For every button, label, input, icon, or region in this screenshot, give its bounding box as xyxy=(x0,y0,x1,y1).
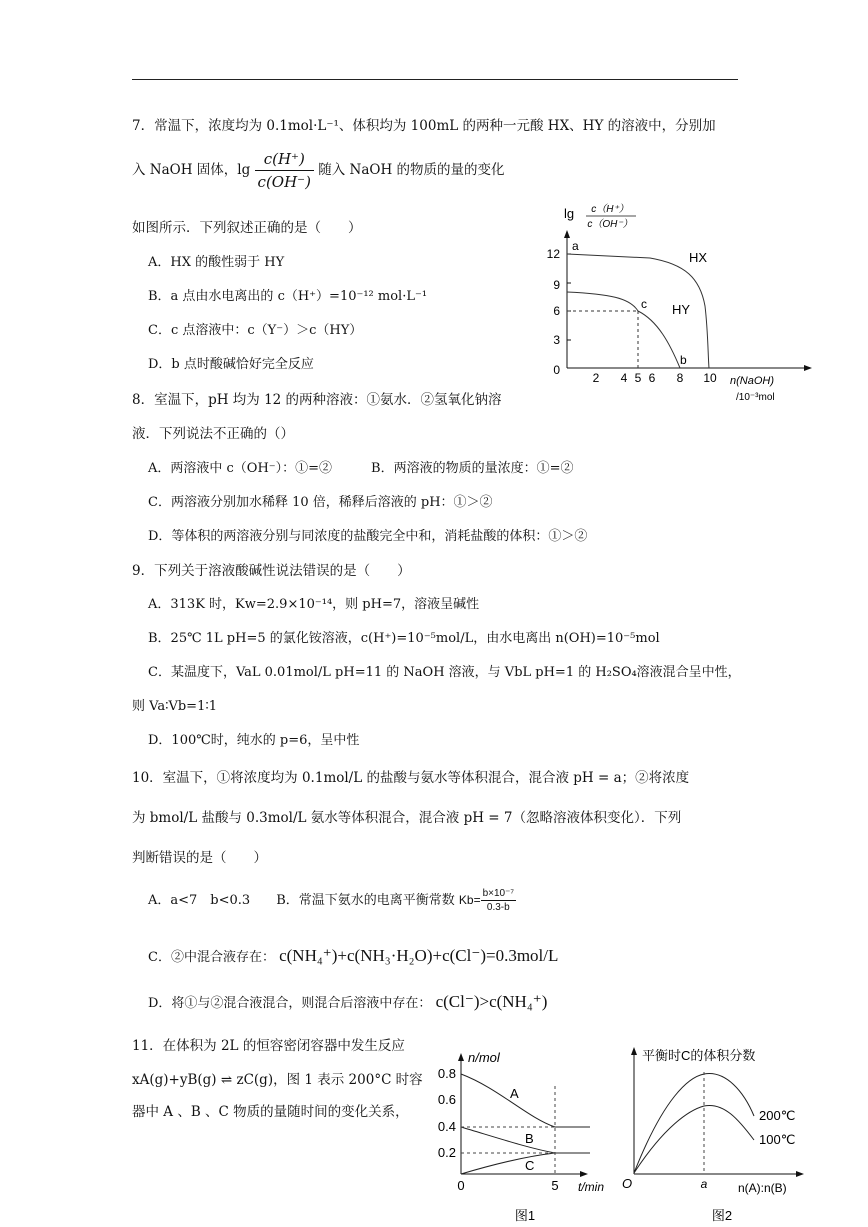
q9-line1: 9．下列关于溶液酸碱性说法错误的是（ ） xyxy=(132,563,411,579)
q11-line3: 器中 A 、B 、C 物质的量随时间的变化关系， xyxy=(132,1104,409,1120)
q9-option-c-cont: 则 Va∶Vb=1∶1 xyxy=(132,699,217,714)
fig1-xtick-0: 0 xyxy=(457,1178,465,1193)
q10-option-d xyxy=(148,992,547,1012)
q7-graph xyxy=(530,196,830,410)
q7-ytick-6: 6 xyxy=(553,304,560,318)
q7-xtick-6: 6 xyxy=(648,371,656,385)
q7-ytick-12: 12 xyxy=(546,247,560,261)
figure-2 xyxy=(614,1042,814,1227)
q7-xtick-10: 10 xyxy=(703,371,717,385)
q9-option-d: D．100℃时，纯水的 p=6，呈中性 xyxy=(148,733,360,748)
q9-option-b: B．25℃ 1L pH=5 的氯化铵溶液，c(H⁺)=10⁻⁵mol/L，由水电离出 n(OH)=10⁻⁵mol xyxy=(148,631,660,646)
q7-line2-pre: 入 NaOH 固体，lg xyxy=(132,162,251,178)
q8-option-c: C．两溶液分别加水稀释 10 倍，稀释后溶液的 pH：①＞② xyxy=(148,495,493,510)
q10-line2: 为 bmol/L 盐酸与 0.3mol/L 氨水等体积混合，混合液 pH = 7（忽略溶液体积变化）．下列 xyxy=(132,810,682,826)
q7-xtick-8: 8 xyxy=(676,371,684,385)
q10-option-c-text: C．②中混合液存在： xyxy=(148,950,275,965)
q8-option-d: D．等体积的两溶液分别与同浓度的盐酸完全中和，消耗盐酸的体积：①＞② xyxy=(148,529,588,544)
q7-line2-post: 随入 NaOH 的物质的量的变化 xyxy=(318,162,505,178)
q7-fraction xyxy=(255,150,314,191)
header-rule xyxy=(132,79,738,80)
fig1-ytick-06: 0.6 xyxy=(437,1092,456,1107)
q7-option-a: A．HX 的酸性弱于 HY xyxy=(148,255,285,270)
svg-text:c（H⁺）: c（H⁺） xyxy=(591,204,629,215)
q7-frac-den: c(OH⁻) xyxy=(257,173,311,191)
q7-option-c: C．c 点溶液中：c（Y⁻）＞c（HY） xyxy=(148,323,363,338)
fig1-xtick-5: 5 xyxy=(551,1178,559,1193)
q8-line2: 液．下列说法不正确的（） xyxy=(132,426,294,442)
q8-line1: 8．室温下，pH 均为 12 的两种溶液：①氨水．②氢氧化钠溶 xyxy=(132,392,502,408)
q10-line1: 10．室温下，①将浓度均为 0.1mol/L 的盐酸与氨水等体积混合，混合液 pH = a；②将浓度 xyxy=(132,770,690,786)
fig1-ylabel: n/mol xyxy=(468,1050,500,1065)
q10-option-ab-text: A．a<7 b<0.3 B．常温下氨水的电离平衡常数 xyxy=(148,893,455,908)
q10-option-c-math: c(NH₄⁺)+c(NH₃·H₂O)+c(Cl⁻)=0.3mol/L xyxy=(279,946,559,965)
q7-label-hx: HX xyxy=(689,250,708,265)
q7-point-c: c xyxy=(641,297,647,311)
q7-xlabel-1: n(NaOH) xyxy=(730,375,775,387)
q10-option-d-text: D．将①与②混合液混合，则混合后溶液中存在： xyxy=(148,996,432,1011)
fig1-label-a: A xyxy=(510,1086,519,1101)
fig1-curve-c xyxy=(461,1153,555,1174)
q8-option-ab: A．两溶液中 c（OH⁻）：①=② B．两溶液的物质的量浓度：①=② xyxy=(148,461,574,476)
fig1-ytick-04: 0.4 xyxy=(437,1119,456,1134)
q7-point-a: a xyxy=(572,239,579,253)
q7-option-d: D．b 点时酸碱恰好完全反应 xyxy=(148,357,314,372)
q9-option-a: A．313K 时，Kw=2.9×10⁻¹⁴，则 pH=7，溶液呈碱性 xyxy=(148,597,480,612)
q7-line3: 如图所示．下列叙述正确的是（ ） xyxy=(132,220,362,236)
q10-option-ab xyxy=(148,888,516,913)
q7-curve-hy xyxy=(567,292,680,368)
q11-line1: 11．在体积为 2L 的恒容密闭容器中发生反应 xyxy=(132,1038,405,1054)
q7-ytick-3: 3 xyxy=(553,333,560,347)
q7-ytick-9: 9 xyxy=(553,278,560,292)
fig2-xtick-a: a xyxy=(700,1177,708,1191)
q7-point-b: b xyxy=(680,353,687,367)
fig1-ytick-08: 0.8 xyxy=(437,1066,456,1081)
q10-kb-fraction xyxy=(481,888,516,913)
fig2-origin: O xyxy=(622,1176,633,1191)
fig2-caption: 图2 xyxy=(711,1208,733,1223)
q10-kb-label: Kb= xyxy=(458,893,481,907)
q10-option-c xyxy=(148,946,558,966)
fig1-label-c: C xyxy=(525,1158,535,1173)
q10-option-d-math: c(Cl⁻)>c(NH₄⁺) xyxy=(435,992,548,1011)
fig1-label-b: B xyxy=(525,1131,534,1146)
q9-option-c: C．某温度下，VaL 0.01mol/L pH=11 的 NaOH 溶液，与 VbL pH=1 的 H₂SO₄溶液混合呈中性， xyxy=(148,665,741,680)
q7-xlabel-2: /10⁻³mol xyxy=(736,392,775,403)
q7-line2 xyxy=(132,150,505,191)
q7-option-b: B．a 点由水电离出的 c（H⁺）=10⁻¹² mol·L⁻¹ xyxy=(148,289,428,304)
q10-kb-den: 0.3-b xyxy=(486,902,510,913)
fig1-curve-a xyxy=(461,1074,590,1127)
q7-xtick-5: 5 xyxy=(634,371,642,385)
q7-xtick-4: 4 xyxy=(620,371,628,385)
q7-frac-num: c(H⁺) xyxy=(255,150,314,171)
q7-xtick-2: 2 xyxy=(592,371,600,385)
fig2-curve-100c xyxy=(634,1105,754,1173)
q7-ylabel xyxy=(564,203,636,230)
fig1-caption: 图1 xyxy=(514,1208,536,1223)
q7-label-hy: HY xyxy=(672,302,691,317)
q10-kb-num: b×10⁻⁷ xyxy=(482,888,514,899)
fig2-label-200c: 200℃ xyxy=(759,1108,796,1123)
fig1-xlabel: t/min xyxy=(578,1180,605,1194)
q11-line2: xA(g)+yB(g) ⇌ zC(g)，图 1 表示 200°C 时容 xyxy=(132,1072,423,1088)
fig2-curve-200c xyxy=(634,1074,754,1173)
q7-ytick-0: 0 xyxy=(553,363,560,377)
fig1-ytick-02: 0.2 xyxy=(437,1145,456,1160)
q7-line1: 7．常温下，浓度均为 0.1mol·L⁻¹、体积均为 100mL 的两种一元酸 HX、HY 的溶液中，分别加 xyxy=(132,118,716,134)
fig2-label-100c: 100℃ xyxy=(759,1132,796,1147)
fig2-xlabel: n(A):n(B) xyxy=(738,1181,787,1195)
svg-text:c（OH⁻）: c（OH⁻） xyxy=(587,219,633,230)
q10-line3: 判断错误的是（ ） xyxy=(132,850,267,866)
figure-1 xyxy=(428,1048,624,1227)
fig2-ylabel: 平衡时C的体积分数 xyxy=(642,1048,756,1063)
svg-text:lg: lg xyxy=(564,206,575,221)
